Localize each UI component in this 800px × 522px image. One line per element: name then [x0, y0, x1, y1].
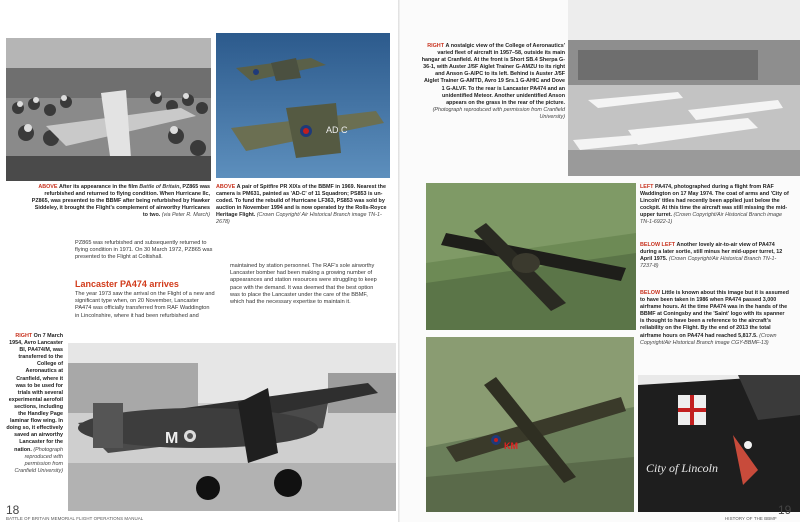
body-text-lancaster: The year 1973 saw the arrival on the Flight of a new and significant type when, on 20 November, Lancaster PA474 was officially transferred from RAF Waddington in Lincolnshire, where it had been refurbished and — [75, 291, 215, 319]
spitfire-code: AD C — [326, 125, 348, 135]
body-text-intro: PZ865 was refurbished and subsequently returned to flying condition in 1971. On 30 March 1972, PZ865 was presented to the Flight at Coltishall. — [75, 240, 213, 261]
lancaster-ground-photo — [68, 343, 396, 511]
right-page — [400, 0, 800, 522]
spitfire-pair-photo — [216, 33, 390, 178]
caption-cranfield-fleet: RIGHT A nostalgic view of the College of Aeronautics' varied fleet of aircraft in 1957–58, outside its main hangar at Cranfield. At the front is Short SB.4 Sherpa G-36-1, with Auster J/5F Aiglet Trainer G-AMZU to its right and Anson G-AIPC to its left. Behind is Auster J/5F Aiglet Trainer G-AMTD, Avro 19 Srs.1 G-AHIC and Dove 1 G-ALVF. To the rear is Lancaster PA474 and an unidentified Meteor. Another unidentified Anson appears on the grass in the rear of the picture. (Photograph reproduced with permission from Cranfield University) — [421, 43, 565, 120]
lancaster-flight-1974-photo — [426, 183, 636, 330]
footer-right: HISTORY OF THE BBMF — [725, 516, 777, 521]
cranfield-fleet-photo — [568, 0, 800, 176]
footer-left: BATTLE OF BRITAIN MEMORIAL FLIGHT OPERATIONS MANUAL — [6, 516, 144, 521]
hurricane-crowd-photo — [6, 38, 211, 181]
caption-spitfire: ABOVE A pair of Spitfire PR XIXs of the BBMF in 1969. Nearest the camera is PM631, painted as 'AD-C' of 11 Squadron; PS853 is un-coded. To fund the rebuild of Hurricane LF363, PS853 was sold by auction in November 1994 and is now operated by the Rolls-Royce Heritage Flight. (Crown Copyright/ Air Historical Branch image TN-1-2678) — [216, 184, 387, 226]
nose-title-text: City of Lincoln — [646, 461, 718, 475]
caption-hurricane: ABOVE After its appearance in the film Battle of Britain, PZ865 was refurbished and returned to flying condition. When Hurricane IIc, PZ865, was presented to the BBMF after being refurbished by Hawker Siddeley, it brought the Flight's complement of airworthy Hurricanes to two. (via Peter R. March) — [31, 184, 210, 219]
caption-pa474-1986: BELOW Little is known about this image but it is assumed to have been taken in 1986 when PA474 passed 3,000 airframe hours. At the time PA474 was in the hands of the BBMF at Coningsby and the 'Saint' logo with its spanner is thought to have been a reference to the aircraft's reliability on the Flight. By the end of 2013 the total airframe hours on PA474 had reached 5,817.5. (Crown Copyright/Air Historical Branch image CGY-BBMF-13) — [640, 290, 789, 346]
caption-pa474-1975: BELOW LEFT Another lovely air-to-air view of PA474 during a later sortie, still minus her mid-upper turret, 12 April 1975. (Crown Copyright/Air Historical Branch TN-1-7237-8) — [640, 242, 783, 270]
body-text-col2: maintained by station personnel. The RAF's sole airworthy Lancaster bomber had been making a growing number of appearances and station resources were struggling to keep pace with the demand. It was deemed that the best option was to place the Lancaster under the care of the BBMF, which had the necessary expertise to maintain it. — [230, 263, 377, 306]
lancaster-flight-1975-photo — [426, 337, 634, 512]
caption-cranfield-lancaster: RIGHT On 7 March 1954, Avro Lancaster BI, PA474/M, was transferred to the College of Aeronautics at Cranfield, where it was to be used for trials with several experimental aerofoil sections, including the Handley Page laminar flow wing. In doing so, it effectively saved an airworthy Lancaster for the nation. (Photograph reproduced with permission from Cranfield University) — [6, 333, 63, 474]
page-number-left: 18 — [6, 503, 20, 517]
lancaster-code-km: KM — [504, 441, 518, 451]
lancaster-code-m: M — [165, 430, 179, 447]
lancaster-nose-photo — [638, 375, 800, 512]
section-heading: Lancaster PA474 arrives — [75, 279, 179, 289]
page-number-right: 19 — [778, 503, 792, 517]
caption-pa474-1974: LEFT PA474, photographed during a flight from RAF Waddington on 17 May 1974. The coat of arms and 'City of Lincoln' titles had recently been applied just below the cockpit. At this time the aircraft was still missing the mid-upper turret. (Crown Copyright/Air Historical Branch image TN-1-6922-1) — [640, 184, 789, 226]
